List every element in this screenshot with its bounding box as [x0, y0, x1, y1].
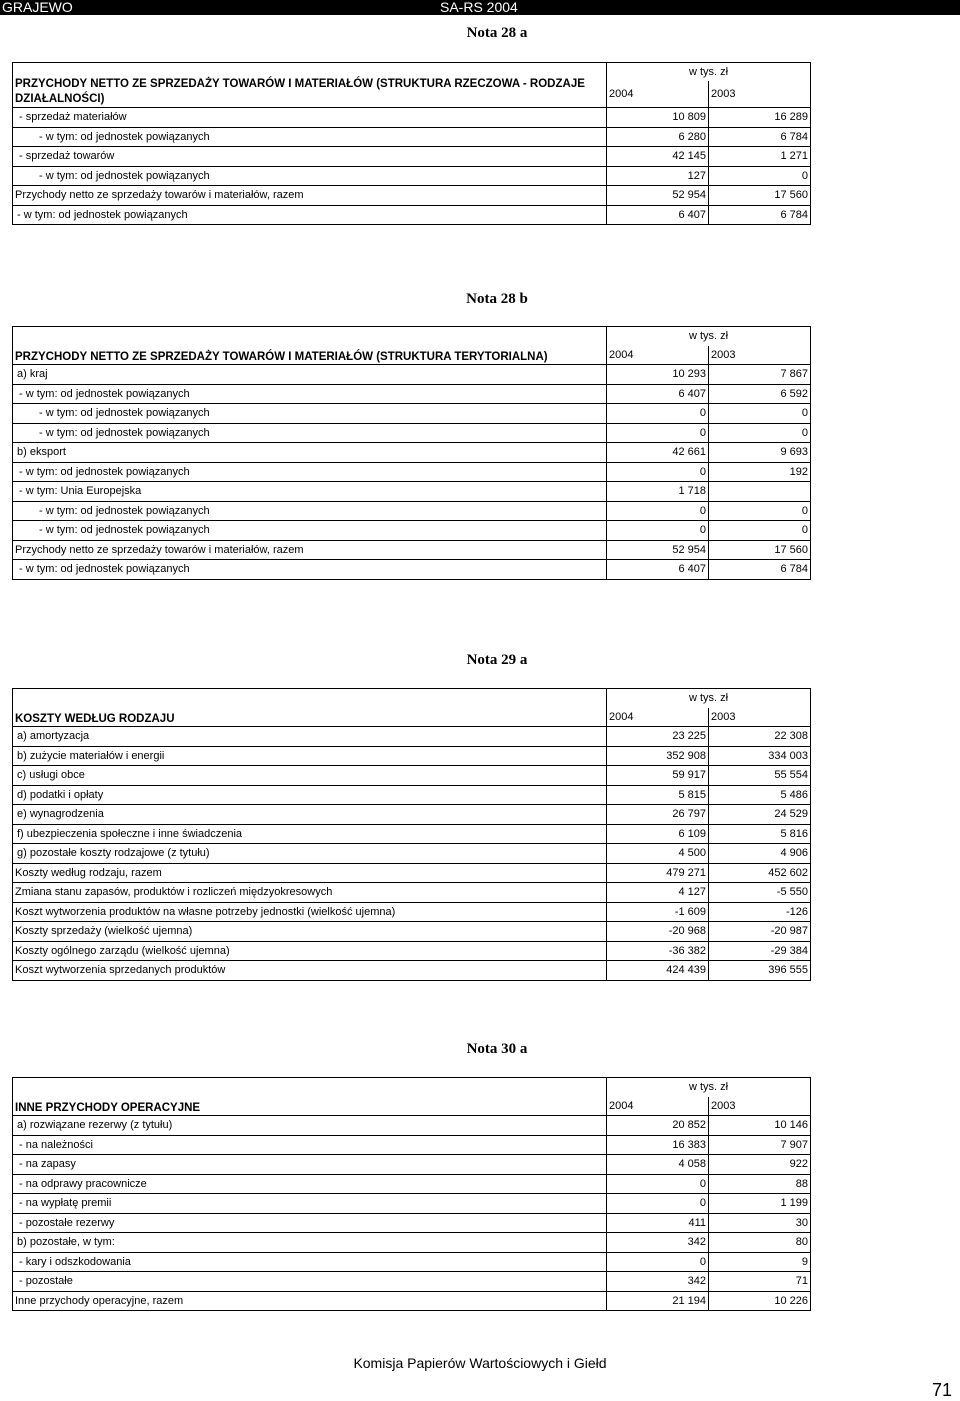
- value-2003: 9 693: [709, 443, 811, 463]
- table-nota-28b: [12, 326, 811, 580]
- table-row: [13, 1291, 811, 1311]
- row-label: Przychody netto ze sprzedaży towarów i materiałów, razem: [13, 186, 607, 206]
- value-2004: 16 383: [607, 1135, 709, 1155]
- value-2004: 42 145: [607, 147, 709, 167]
- table-row: [13, 1194, 811, 1214]
- table-row: [13, 902, 811, 922]
- year-2003-header: 2003: [709, 1097, 811, 1116]
- value-2004: 352 908: [607, 746, 709, 766]
- row-label: - w tym: od jednostek powiązanych: [13, 205, 607, 225]
- table-row: [13, 423, 811, 443]
- table-row: [13, 404, 811, 424]
- row-label: - kary i odszkodowania: [13, 1252, 607, 1272]
- value-2003: 55 554: [709, 766, 811, 786]
- value-2004: 0: [607, 501, 709, 521]
- row-label: - w tym: od jednostek powiązanych: [13, 423, 607, 443]
- unit-label: w tys. zł: [607, 63, 811, 82]
- value-2004: 21 194: [607, 1291, 709, 1311]
- value-2003: 334 003: [709, 746, 811, 766]
- row-label: a) amortyzacja: [13, 727, 607, 747]
- value-2003: 0: [709, 404, 811, 424]
- row-label: - na odprawy pracownicze: [13, 1174, 607, 1194]
- nota-30a-title: Nota 30 a: [466, 1041, 528, 1057]
- value-2004: 26 797: [607, 805, 709, 825]
- table-row: [13, 941, 811, 961]
- table-row: [13, 462, 811, 482]
- nota-28b-title: Nota 28 b: [466, 291, 528, 307]
- table-nota-30a: [12, 1077, 811, 1311]
- value-2003: 6 784: [709, 127, 811, 147]
- value-2003: 192: [709, 462, 811, 482]
- value-2003: 6 784: [709, 205, 811, 225]
- table-row: [13, 824, 811, 844]
- row-label: c) usługi obce: [13, 766, 607, 786]
- value-2003: 17 560: [709, 186, 811, 206]
- table-row: [13, 166, 811, 186]
- value-2004: 10 293: [607, 365, 709, 385]
- value-2004: 6 407: [607, 205, 709, 225]
- row-label: Zmiana stanu zapasów, produktów i rozliczeń międzyokresowych: [13, 883, 607, 903]
- value-2004: 6 280: [607, 127, 709, 147]
- row-label: g) pozostałe koszty rodzajowe (z tytułu): [13, 844, 607, 864]
- row-label: Koszt wytworzenia sprzedanych produktów: [13, 961, 607, 981]
- value-2004: 411: [607, 1213, 709, 1233]
- value-2003: 71: [709, 1272, 811, 1292]
- value-2003: 396 555: [709, 961, 811, 981]
- row-label: - na wypłatę premii: [13, 1194, 607, 1214]
- table-title: PRZYCHODY NETTO ZE SPRZEDAŻY TOWARÓW I MATERIAŁÓW (STRUKTURA RZECZOWA - RODZAJE DZIAŁALNOŚCI): [13, 63, 607, 108]
- value-2003: 1 271: [709, 147, 811, 167]
- value-2003: 17 560: [709, 540, 811, 560]
- table-title: PRZYCHODY NETTO ZE SPRZEDAŻY TOWARÓW I MATERIAŁÓW (STRUKTURA TERYTORIALNA): [13, 327, 607, 365]
- unit-label: w tys. zł: [607, 327, 811, 346]
- row-label: - na należności: [13, 1135, 607, 1155]
- report-name: SA-RS 2004: [440, 0, 518, 15]
- table-row: [13, 844, 811, 864]
- value-2004: 10 809: [607, 108, 709, 128]
- row-label: - w tym: od jednostek powiązanych: [13, 560, 607, 580]
- value-2004: 59 917: [607, 766, 709, 786]
- value-2004: 23 225: [607, 727, 709, 747]
- row-label: b) eksport: [13, 443, 607, 463]
- value-2004: 6 109: [607, 824, 709, 844]
- value-2004: 42 661: [607, 443, 709, 463]
- table-row: [13, 961, 811, 981]
- row-label: a) kraj: [13, 365, 607, 385]
- row-label: - sprzedaż towarów: [13, 147, 607, 167]
- value-2003: 452 602: [709, 863, 811, 883]
- value-2004: -20 968: [607, 922, 709, 942]
- year-2003-header: 2003: [709, 81, 811, 108]
- table-row: [13, 1213, 811, 1233]
- table-nota-29a: [12, 688, 811, 981]
- table-row: [13, 205, 811, 225]
- table-row: [13, 1252, 811, 1272]
- value-2003: 10 226: [709, 1291, 811, 1311]
- value-2003: [709, 482, 811, 502]
- value-2003: 0: [709, 423, 811, 443]
- value-2003: 30: [709, 1213, 811, 1233]
- row-label: - w tym: od jednostek powiązanych: [13, 521, 607, 541]
- row-label: - w tym: od jednostek powiązanych: [13, 166, 607, 186]
- value-2003: -20 987: [709, 922, 811, 942]
- row-label: - w tym: od jednostek powiązanych: [13, 501, 607, 521]
- nota-29a-title: Nota 29 a: [466, 652, 528, 668]
- value-2004: 0: [607, 1252, 709, 1272]
- unit-label: w tys. zł: [607, 689, 811, 708]
- table-row: [13, 883, 811, 903]
- table-row: [13, 1174, 811, 1194]
- footer-text: Komisja Papierów Wartościowych i Giełd: [353, 1355, 607, 1371]
- value-2004: 0: [607, 1174, 709, 1194]
- table-row: [13, 560, 811, 580]
- value-2004: 0: [607, 1194, 709, 1214]
- value-2003: 6 784: [709, 560, 811, 580]
- row-label: - na zapasy: [13, 1155, 607, 1175]
- year-2004-header: 2004: [607, 1097, 709, 1116]
- value-2004: 424 439: [607, 961, 709, 981]
- value-2003: 7 907: [709, 1135, 811, 1155]
- year-2004-header: 2004: [607, 346, 709, 365]
- table-row: [13, 766, 811, 786]
- table-row: [13, 147, 811, 167]
- row-label: f) ubezpieczenia społeczne i inne świadczenia: [13, 824, 607, 844]
- table-row: [13, 863, 811, 883]
- value-2003: 5 816: [709, 824, 811, 844]
- value-2003: -126: [709, 902, 811, 922]
- row-label: - w tym: od jednostek powiązanych: [13, 127, 607, 147]
- row-label: a) rozwiązane rezerwy (z tytułu): [13, 1116, 607, 1136]
- table-row: [13, 384, 811, 404]
- table-row: [13, 1233, 811, 1253]
- year-2003-header: 2003: [709, 346, 811, 365]
- table-row: [13, 805, 811, 825]
- value-2004: 0: [607, 423, 709, 443]
- table-row: [13, 127, 811, 147]
- row-label: - pozostałe: [13, 1272, 607, 1292]
- table-row: [13, 922, 811, 942]
- value-2003: 24 529: [709, 805, 811, 825]
- value-2004: 5 815: [607, 785, 709, 805]
- company-name: GRAJEWO: [2, 0, 73, 15]
- value-2004: 479 271: [607, 863, 709, 883]
- value-2003: 0: [709, 501, 811, 521]
- value-2004: -36 382: [607, 941, 709, 961]
- value-2004: 0: [607, 462, 709, 482]
- row-label: Koszty ogólnego zarządu (wielkość ujemna): [13, 941, 607, 961]
- table-row: [13, 727, 811, 747]
- top-header-bar: [0, 0, 960, 15]
- value-2003: 5 486: [709, 785, 811, 805]
- row-label: Inne przychody operacyjne, razem: [13, 1291, 607, 1311]
- value-2004: 0: [607, 404, 709, 424]
- row-label: d) podatki i opłaty: [13, 785, 607, 805]
- value-2004: 20 852: [607, 1116, 709, 1136]
- year-2004-header: 2004: [607, 81, 709, 108]
- table-title: INNE PRZYCHODY OPERACYJNE: [13, 1078, 607, 1116]
- value-2004: 127: [607, 166, 709, 186]
- year-2003-header: 2003: [709, 708, 811, 727]
- value-2004: 4 058: [607, 1155, 709, 1175]
- row-label: - pozostałe rezerwy: [13, 1213, 607, 1233]
- value-2003: 922: [709, 1155, 811, 1175]
- table-row: [13, 785, 811, 805]
- row-label: b) pozostałe, w tym:: [13, 1233, 607, 1253]
- value-2004: 0: [607, 521, 709, 541]
- value-2004: 1 718: [607, 482, 709, 502]
- value-2004: 4 127: [607, 883, 709, 903]
- value-2004: 52 954: [607, 540, 709, 560]
- value-2003: -5 550: [709, 883, 811, 903]
- nota-28a-title: Nota 28 a: [466, 25, 528, 41]
- row-label: Koszty według rodzaju, razem: [13, 863, 607, 883]
- row-label: - w tym: od jednostek powiązanych: [13, 384, 607, 404]
- page-number: 71: [931, 1380, 952, 1400]
- table-row: [13, 1116, 811, 1136]
- value-2003: 9: [709, 1252, 811, 1272]
- value-2004: -1 609: [607, 902, 709, 922]
- value-2003: 10 146: [709, 1116, 811, 1136]
- row-label: Przychody netto ze sprzedaży towarów i materiałów, razem: [13, 540, 607, 560]
- table-row: [13, 365, 811, 385]
- value-2003: 1 199: [709, 1194, 811, 1214]
- row-label: - w tym: Unia Europejska: [13, 482, 607, 502]
- table-row: [13, 746, 811, 766]
- value-2004: 6 407: [607, 560, 709, 580]
- table-row: [13, 108, 811, 128]
- table-row: [13, 540, 811, 560]
- row-label: - sprzedaż materiałów: [13, 108, 607, 128]
- value-2003: 0: [709, 166, 811, 186]
- value-2004: 6 407: [607, 384, 709, 404]
- value-2004: 52 954: [607, 186, 709, 206]
- table-row: [13, 186, 811, 206]
- value-2003: 22 308: [709, 727, 811, 747]
- row-label: - w tym: od jednostek powiązanych: [13, 404, 607, 424]
- row-label: - w tym: od jednostek powiązanych: [13, 462, 607, 482]
- row-label: e) wynagrodzenia: [13, 805, 607, 825]
- row-label: b) zużycie materiałów i energii: [13, 746, 607, 766]
- value-2004: 342: [607, 1233, 709, 1253]
- table-row: [13, 521, 811, 541]
- row-label: Koszty sprzedaży (wielkość ujemna): [13, 922, 607, 942]
- value-2003: 16 289: [709, 108, 811, 128]
- value-2003: 4 906: [709, 844, 811, 864]
- value-2003: 80: [709, 1233, 811, 1253]
- value-2003: 6 592: [709, 384, 811, 404]
- value-2003: 7 867: [709, 365, 811, 385]
- value-2004: 4 500: [607, 844, 709, 864]
- row-label: Koszt wytworzenia produktów na własne potrzeby jednostki (wielkość ujemna): [13, 902, 607, 922]
- table-nota-28a: [12, 62, 811, 225]
- unit-label: w tys. zł: [607, 1078, 811, 1097]
- value-2003: 88: [709, 1174, 811, 1194]
- table-title: KOSZTY WEDŁUG RODZAJU: [13, 689, 607, 727]
- year-2004-header: 2004: [607, 708, 709, 727]
- value-2003: 0: [709, 521, 811, 541]
- value-2003: -29 384: [709, 941, 811, 961]
- table-row: [13, 501, 811, 521]
- table-row: [13, 1155, 811, 1175]
- table-row: [13, 443, 811, 463]
- table-row: [13, 1135, 811, 1155]
- value-2004: 342: [607, 1272, 709, 1292]
- table-row: [13, 1272, 811, 1292]
- table-row: [13, 482, 811, 502]
